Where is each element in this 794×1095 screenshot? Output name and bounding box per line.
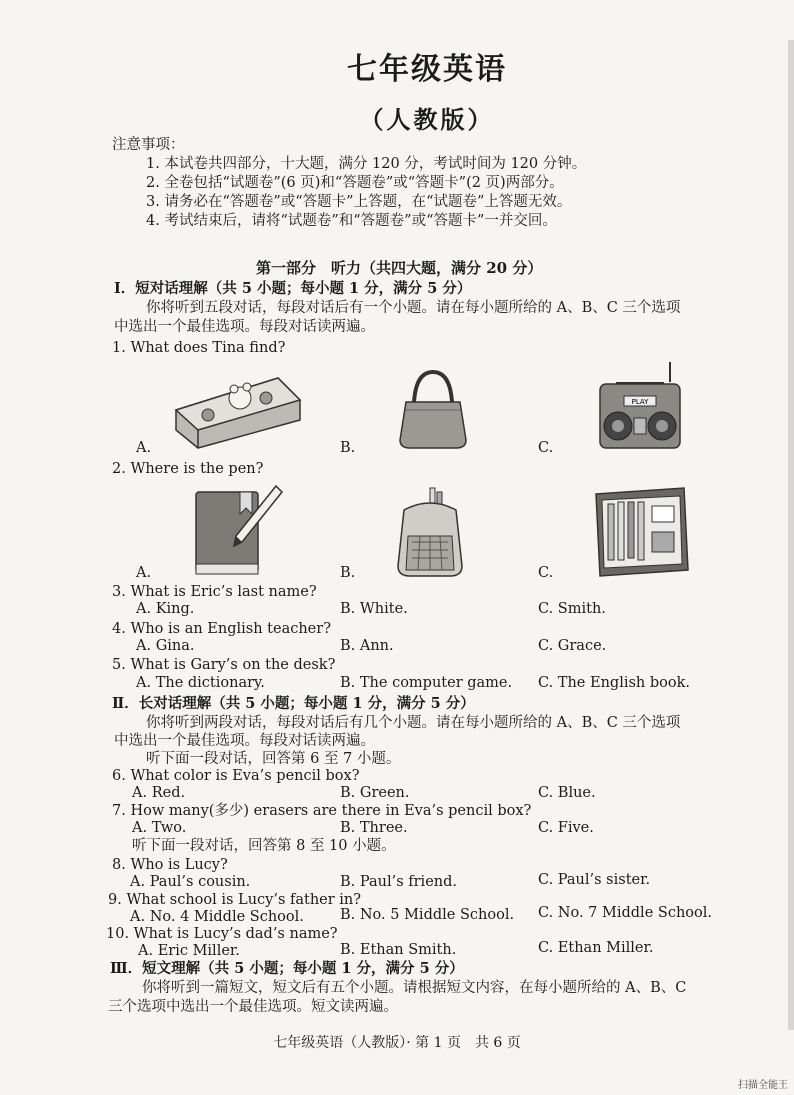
note-item-2: 2. 全卷包括“试题卷”(6 页)和“答题卷”或“答题卡”(2 页)两部分。 [146,175,564,191]
q2-option-b: B. [340,565,356,581]
book-and-pencil-icon [192,484,284,578]
backpack-icon [390,486,470,578]
sec2-heading: Ⅱ．长对话理解（共 5 小题；每小题 1 分，满分 5 分） [112,695,475,712]
question-6: 6. What color is Eva’s pencil box? [112,768,360,784]
scanner-watermark: 扫描全能王 [738,1080,788,1091]
pencil-case-icon [168,370,306,450]
sec2-sub-2: 听下面一段对话，回答第 8 至 10 小题。 [132,838,396,854]
q6-option-c: C. Blue. [538,785,596,801]
radio-icon [598,362,682,450]
q4-option-a: A. Gina. [136,638,195,654]
q1-option-a: A. [136,440,152,456]
q7-option-b: B. Three. [340,820,408,836]
sec1-instruction-2: 中选出一个最佳选项。每段对话读两遍。 [114,319,375,335]
q9-option-c: C. No. 7 Middle School. [538,905,712,921]
q7-option-a: A. Two. [132,820,187,836]
sec3-instruction-1: 你将听到一篇短文，短文后有五个小题。请根据短文内容，在每小题所给的 A、B、C [142,980,687,996]
pencil-box-icon [592,484,692,578]
exam-title: 七年级英语 [347,52,507,87]
question-3: 3. What is Eric’s last name? [112,584,317,600]
sec3-heading: Ⅲ．短文理解（共 5 小题；每小题 1 分，满分 5 分） [110,960,464,977]
scan-edge [788,40,794,1030]
q8-option-b: B. Paul’s friend. [340,874,458,890]
question-9: 9. What school is Lucy’s father in? [108,892,362,908]
q10-option-a: A. Eric Miller. [138,943,240,959]
q1-option-c: C. [538,440,554,456]
note-item-3: 3. 请务必在“答题卷”或“答题卡”上答题，在“试题卷”上答题无效。 [146,194,572,210]
q2-option-c: C. [538,565,554,581]
q8-option-a: A. Paul’s cousin. [130,874,251,890]
q7-option-c: C. Five. [538,820,594,836]
q5-option-c: C. The English book. [538,675,691,691]
q6-option-b: B. Green. [340,785,410,801]
q10-option-c: C. Ethan Miller. [538,940,654,956]
sec2-instruction-2: 中选出一个最佳选项。每段对话读两遍。 [114,733,375,749]
part1-heading: 第一部分 听力（共四大题，满分 20 分） [256,259,543,277]
question-8: 8. Who is Lucy? [112,857,228,873]
q10-option-b: B. Ethan Smith. [340,942,457,958]
sec2-sub-1: 听下面一段对话，回答第 6 至 7 小题。 [146,751,401,767]
question-4: 4. Who is an English teacher? [112,621,331,637]
q3-option-b: B. White. [340,601,408,617]
q8-option-c: C. Paul’s sister. [538,872,651,888]
q4-option-c: C. Grace. [538,638,607,654]
page-footer: 七年级英语（人教版）· 第 1 页 共 6 页 [273,1035,521,1051]
sec2-instruction-1: 你将听到两段对话，每段对话后有几个小题。请在每小题所给的 A、B、C 三个选项 [146,715,681,731]
q9-option-b: B. No. 5 Middle School. [340,907,515,923]
q9-option-a: A. No. 4 Middle School. [130,909,304,925]
sec1-heading: Ⅰ．短对话理解（共 5 小题；每小题 1 分，满分 5 分） [114,280,472,297]
q2-option-a: A. [136,565,152,581]
question-10: 10. What is Lucy’s dad’s name? [106,926,338,942]
q1-option-b: B. [340,440,356,456]
handbag-icon [396,370,470,450]
question-1: 1. What does Tina find? [112,340,286,356]
exam-subtitle: （人教版） [359,105,495,134]
sec1-instruction-1: 你将听到五段对话，每段对话后有一个小题。请在每小题所给的 A、B、C 三个选项 [146,300,681,316]
question-7: 7. How many(多少) erasers are there in Eva’s pencil box? [112,803,532,819]
note-item-4: 4. 考试结束后，请将“试题卷”和“答题卷”或“答题卡”一并交回。 [146,213,557,229]
note-item-1: 1. 本试卷共四部分，十大题，满分 120 分，考试时间为 120 分钟。 [146,156,587,172]
sec3-instruction-2: 三个选项中选出一个最佳选项。短文读两遍。 [108,999,398,1015]
question-5: 5. What is Gary’s on the desk? [112,657,336,673]
q5-option-a: A. The dictionary. [136,675,265,691]
q3-option-c: C. Smith. [538,601,606,617]
q5-option-b: B. The computer game. [340,675,513,691]
q3-option-a: A. King. [136,601,195,617]
q4-option-b: B. Ann. [340,638,394,654]
notes-heading: 注意事项： [112,137,185,153]
radio-play-label: PLAY [631,398,649,406]
q6-option-a: A. Red. [132,785,186,801]
question-2: 2. Where is the pen? [112,461,264,477]
